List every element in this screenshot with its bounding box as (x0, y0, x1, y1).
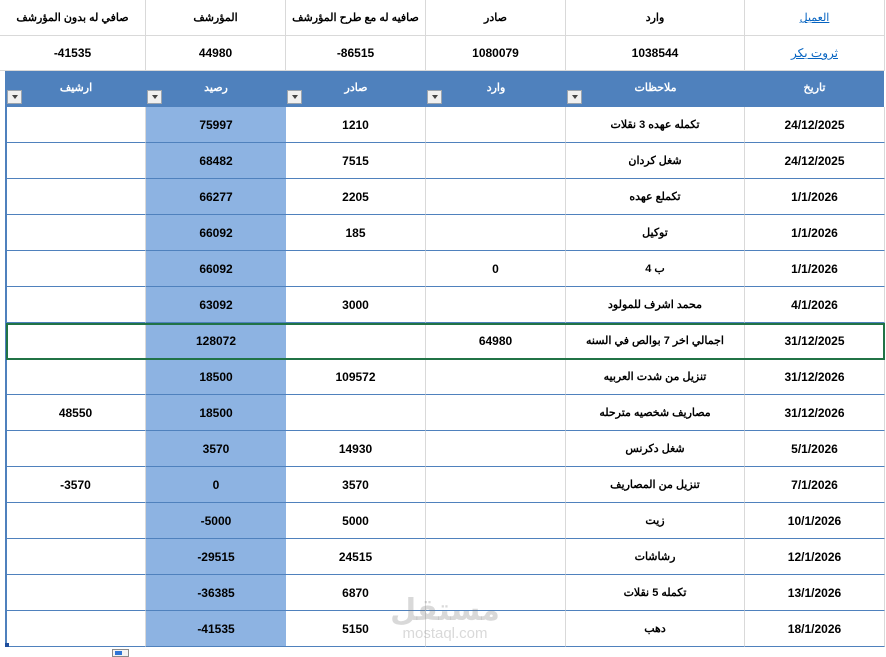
summary-client[interactable] (745, 36, 885, 71)
cell-date[interactable]: 31/12/2025 (745, 323, 885, 359)
client-header-link[interactable]: العميل (799, 12, 830, 24)
cell-outgoing[interactable]: 109572 (286, 359, 426, 395)
cell-notes[interactable]: شغل كردان (566, 143, 745, 179)
cell-notes[interactable]: توكيل (566, 215, 745, 251)
table-header-row (6, 71, 884, 107)
cell-date[interactable]: 1/1/2026 (745, 215, 885, 251)
cell-archive[interactable] (6, 107, 146, 143)
column-header-archive[interactable] (6, 71, 146, 107)
table-row[interactable] (0, 539, 886, 575)
cell-incoming[interactable] (426, 179, 566, 215)
cell-incoming[interactable] (426, 395, 566, 431)
filter-dropdown-icon[interactable] (7, 90, 22, 104)
summary-outgoing[interactable]: 1080079 (426, 36, 566, 71)
cell-notes[interactable]: تكمله عهده 3 نقلات (566, 107, 745, 143)
table-row[interactable] (0, 431, 886, 467)
cell-date[interactable]: 13/1/2026 (745, 575, 885, 611)
cell-archive[interactable]: 48550 (6, 395, 146, 431)
table-left-border (5, 71, 7, 647)
column-header-outgoing-label: صادر (344, 82, 368, 94)
cell-incoming[interactable] (426, 359, 566, 395)
table-row[interactable] (0, 215, 886, 251)
table-row[interactable] (0, 107, 886, 143)
table-row[interactable] (0, 395, 886, 431)
column-header-notes[interactable] (566, 71, 745, 107)
column-header-archive-label: ارشيف (59, 82, 93, 94)
cell-notes[interactable]: تنزيل من شدت العربيه (566, 359, 745, 395)
column-header-outgoing[interactable] (286, 71, 426, 107)
cell-balance[interactable]: 18500 (146, 395, 286, 431)
cell-incoming[interactable] (426, 503, 566, 539)
column-header-notes-label: ملاحظات (634, 82, 677, 94)
summary-values-row (0, 36, 886, 71)
cell-date[interactable]: 5/1/2026 (745, 431, 885, 467)
cell-date[interactable]: 1/1/2026 (745, 179, 885, 215)
column-header-date[interactable] (745, 71, 884, 107)
filter-dropdown-icon[interactable] (147, 90, 162, 104)
filter-dropdown-icon[interactable] (567, 90, 582, 104)
cell-date[interactable]: 24/12/2025 (745, 107, 885, 143)
cell-incoming[interactable] (426, 467, 566, 503)
cell-notes[interactable]: تكملع عهده (566, 179, 745, 215)
cell-date[interactable]: 7/1/2026 (745, 467, 885, 503)
cell-balance[interactable]: -5000 (146, 503, 286, 539)
summary-header-row (0, 0, 886, 36)
column-header-date-label: تاريخ (803, 82, 826, 94)
cell-balance[interactable]: -36385 (146, 575, 286, 611)
cell-balance[interactable]: 3570 (146, 431, 286, 467)
cell-notes[interactable]: دهب (566, 611, 745, 647)
cell-outgoing[interactable]: 24515 (286, 539, 426, 575)
cell-outgoing[interactable]: 1210 (286, 107, 426, 143)
cell-archive[interactable] (6, 215, 146, 251)
cell-archive[interactable] (6, 179, 146, 215)
cell-archive[interactable] (6, 503, 146, 539)
cell-incoming[interactable]: 64980 (426, 323, 566, 359)
cell-balance[interactable]: 0 (146, 467, 286, 503)
cell-date[interactable]: 31/12/2026 (745, 359, 885, 395)
cell-incoming[interactable] (426, 143, 566, 179)
cell-incoming[interactable] (426, 611, 566, 647)
cell-archive[interactable]: -3570 (6, 467, 146, 503)
cell-date[interactable]: 4/1/2026 (745, 287, 885, 323)
cell-outgoing[interactable] (286, 323, 426, 359)
cell-date[interactable]: 1/1/2026 (745, 251, 885, 287)
table-row[interactable] (0, 251, 886, 287)
cell-archive[interactable] (6, 251, 146, 287)
filter-dropdown-icon[interactable] (287, 90, 302, 104)
cell-outgoing[interactable]: 3000 (286, 287, 426, 323)
cell-date[interactable]: 18/1/2026 (745, 611, 885, 647)
table-row[interactable] (0, 287, 886, 323)
cell-archive[interactable] (6, 287, 146, 323)
cell-outgoing[interactable]: 5000 (286, 503, 426, 539)
cell-balance[interactable]: 63092 (146, 287, 286, 323)
cell-incoming[interactable] (426, 287, 566, 323)
table-row[interactable] (0, 503, 886, 539)
summary-header-incoming[interactable]: وارد (566, 0, 745, 36)
cell-incoming[interactable] (426, 575, 566, 611)
column-header-incoming[interactable] (426, 71, 566, 107)
cell-date[interactable]: 10/1/2026 (745, 503, 885, 539)
cell-archive[interactable] (6, 143, 146, 179)
cell-notes[interactable]: شغل دكرنس (566, 431, 745, 467)
table-row[interactable] (0, 575, 886, 611)
quick-analysis-icon[interactable] (112, 649, 129, 657)
cell-archive[interactable] (6, 359, 146, 395)
table-row[interactable] (0, 611, 886, 647)
cell-incoming[interactable] (426, 539, 566, 575)
cell-incoming[interactable]: 0 (426, 251, 566, 287)
summary-header-net-minus-archive[interactable]: صافيه له مع طرح المؤرشف (286, 0, 426, 36)
cell-balance[interactable]: -41535 (146, 611, 286, 647)
cell-archive[interactable] (6, 575, 146, 611)
cell-date[interactable]: 31/12/2026 (745, 395, 885, 431)
cell-outgoing[interactable]: 14930 (286, 431, 426, 467)
summary-net-minus-archive[interactable]: -86515 (286, 36, 426, 71)
cell-archive[interactable] (6, 323, 146, 359)
summary-incoming[interactable]: 1038544 (566, 36, 745, 71)
summary-net-without-archive[interactable]: -41535 (0, 36, 146, 71)
column-header-balance[interactable] (146, 71, 286, 107)
cell-outgoing[interactable]: 6870 (286, 575, 426, 611)
cell-archive[interactable] (6, 611, 146, 647)
cell-archive[interactable] (6, 431, 146, 467)
summary-header-net-without-archive[interactable]: صافي له بدون المؤرشف (0, 0, 146, 36)
cell-notes[interactable]: زيت (566, 503, 745, 539)
cell-outgoing[interactable] (286, 251, 426, 287)
cell-notes[interactable]: ب 4 (566, 251, 745, 287)
cell-outgoing[interactable]: 3570 (286, 467, 426, 503)
summary-header-outgoing[interactable]: صادر (426, 0, 566, 36)
cell-outgoing[interactable] (286, 395, 426, 431)
cell-incoming[interactable] (426, 215, 566, 251)
table-row[interactable] (0, 467, 886, 503)
cell-balance[interactable]: -29515 (146, 539, 286, 575)
cell-date[interactable]: 12/1/2026 (745, 539, 885, 575)
cell-outgoing[interactable]: 185 (286, 215, 426, 251)
cell-balance[interactable]: 68482 (146, 143, 286, 179)
column-header-incoming-label: وارد (486, 82, 506, 94)
cell-balance[interactable]: 66277 (146, 179, 286, 215)
cell-balance[interactable]: 75997 (146, 107, 286, 143)
cell-notes[interactable]: تكمله 5 نقلات (566, 575, 745, 611)
summary-header-archived[interactable]: المؤرشف (146, 0, 286, 36)
cell-outgoing[interactable]: 2205 (286, 179, 426, 215)
cell-outgoing[interactable]: 5150 (286, 611, 426, 647)
cell-archive[interactable] (6, 539, 146, 575)
cell-notes[interactable]: مصاريف شخصيه مترحله (566, 395, 745, 431)
summary-header-client[interactable] (745, 0, 885, 36)
table-row[interactable] (0, 359, 886, 395)
cell-notes[interactable]: اجمالي اخر 7 بوالص في السنه (566, 323, 745, 359)
cell-outgoing[interactable]: 7515 (286, 143, 426, 179)
cell-incoming[interactable] (426, 107, 566, 143)
client-name-link[interactable]: ثروت بكر (791, 46, 838, 60)
cell-balance[interactable]: 18500 (146, 359, 286, 395)
table-row[interactable] (0, 143, 886, 179)
table-resize-handle[interactable] (5, 643, 9, 647)
cell-date[interactable]: 24/12/2025 (745, 143, 885, 179)
filter-dropdown-icon[interactable] (427, 90, 442, 104)
cell-balance[interactable]: 66092 (146, 251, 286, 287)
table-row[interactable] (0, 323, 886, 359)
watermark-latin: mostaql.com (402, 625, 488, 642)
watermark-arabic: مستقل (390, 593, 500, 628)
summary-archived[interactable]: 44980 (146, 36, 286, 71)
cell-notes[interactable]: رشاشات (566, 539, 745, 575)
table-row[interactable] (0, 179, 886, 215)
cell-balance[interactable]: 128072 (146, 323, 286, 359)
cell-notes[interactable]: تنزيل من المصاريف (566, 467, 745, 503)
column-header-balance-label: رصيد (204, 82, 228, 94)
cell-balance[interactable]: 66092 (146, 215, 286, 251)
cell-notes[interactable]: محمد اشرف للمولود (566, 287, 745, 323)
cell-incoming[interactable] (426, 431, 566, 467)
